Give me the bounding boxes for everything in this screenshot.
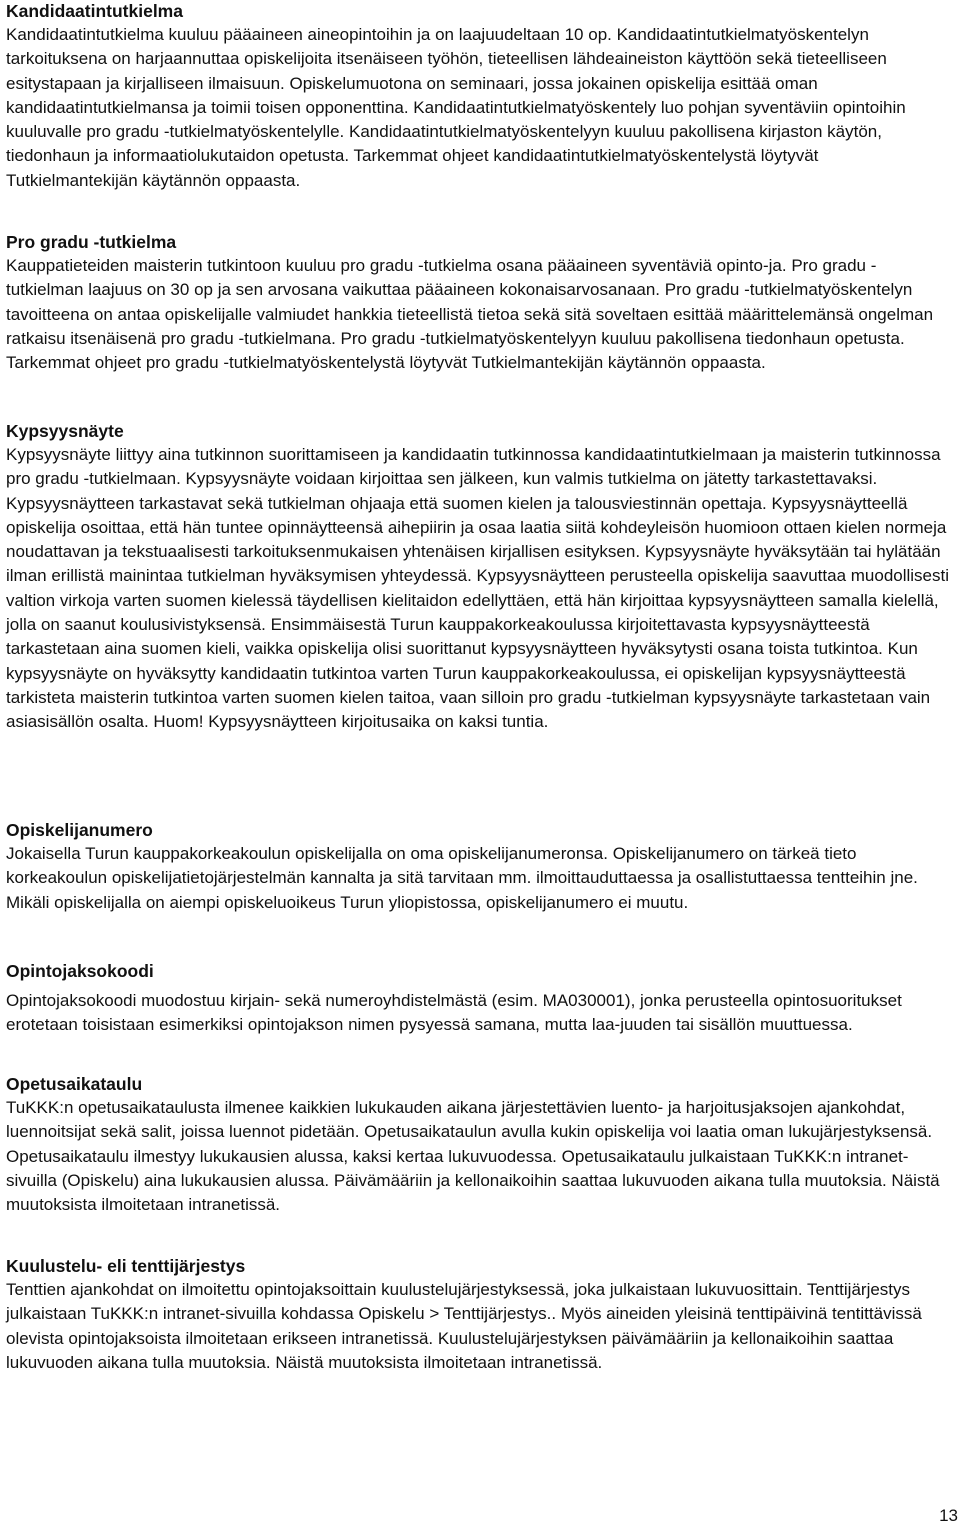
section-body: Jokaisella Turun kauppakorkeakoulun opiskelijalla on oma opiskelijanumeronsa. Opiskelijanumero on tärkeä tieto korkeakoulun opiskelijatietojärjestelmän kannalta ja sitä tarvitaan mm. ilmoittauduttaessa ja osallistuttaessa tentteihin jne. Mikäli opiskelijalla on aiempi opiskeluoikeus Turun yliopistossa, opiskelijanumero ei muutu. xyxy=(6,844,918,912)
section-body: Opintojaksokoodi muodostuu kirjain- sekä numeroyhdistelmästä (esim. MA030001), jonka perusteella opintosuoritukset erotetaan toisistaan esimerkiksi opintojakson nimen pysyessä samana, mutta laa-juuden tai sisällön muuttuessa. xyxy=(6,991,902,1035)
section-pro-gradu xyxy=(6,231,946,375)
section-body: TuKKK:n opetusaikataulusta ilmenee kaikkien lukukauden aikana järjestettävien luento- ja harjoitusjaksojen ajankohdat, luennoitsijat sekä salit, joissa luennot pidetään. Opetusaikataulun avulla kukin opiskelija voi laatia oman lukujärjestyksensä. Opetusaikataulu ilmestyy lukukausien alussa, kaksi kertaa lukuvuodessa. Opetusaikataulu julkaistaan TuKKK:n intranet-sivuilla (Opiskelu) aina lukukausien alussa. Päivämääriin ja kellonaikoihin saattaa lukuvuoden aikana tulla muutoksia. Näistä muutoksista ilmoitetaan intranetissä. xyxy=(6,1098,940,1215)
section-heading: Opetusaikataulu xyxy=(6,1074,143,1094)
section-heading: Kuulustelu- eli tenttijärjestys xyxy=(6,1256,246,1276)
section-tenttijarjestys xyxy=(6,1255,954,1375)
section-heading: Opiskelijanumero xyxy=(6,820,153,840)
section-body: Kypsyysnäyte liittyy aina tutkinnon suorittamiseen ja kandidaatin tutkinnossa kandidaatintutkielmaan ja maisterin tutkinnossa pro gradu -tutkielmaan. Kypsyysnäyte voidaan kirjoittaa sen jälkeen, kun valmis tutkielma on jätetty tarkastettavaksi. Kypsyysnäytteen tarkastavat sekä tutkielman ohjaaja että suomen kielen ja talousviestinnän opettaja. Kypsyysnäytteellä opiskelija osoittaa, että hän tuntee opinnäytteensä aihepiirin ja osaa laatia siitä kohdeyleisön huomioon ottaen kielen normeja noudattavan ja tekstuaalisesti tarkoituksenmukaisen yhtenäisen kirjallisen esityksen. Kypsyysnäyte hyväksytään tai hylätään ilman erillistä mainintaa tutkielman hyväksymisen yhteydessä. Kypsyysnäytteen perusteella opiskelija saavuttaa muodollisesti valtion virkoja varten suomen kielessä täydellisen kielitaidon edellyttäen, että hän kirjoittaa kypsyysnäytteen samalla kielellä, jolla on saanut koulusivistyksensä. Ensimmäisestä Turun kauppakorkeakoulussa kirjoitettavasta kypsyysnäytteestä tarkastetaan aina suomen kieli, vaikka opiskelija olisi suorittanut kypsyysnäytteen hyväksytysti osana toista tutkintoa. Kun kypsyysnäyte on hyväksytty kandidaatin tutkintoa varten Turun kauppakorkeakoulussa, ei opiskelijan kypsyysnäytteestä tarkisteta maisterin tutkintoa varten suomen kielen taitoa, vaan silloin pro gradu -tutkielman kypsyysnäyte tarkastetaan vain asiasisällön osalta. Huom! Kypsyysnäytteen kirjoitusaika on kaksi tuntia. xyxy=(6,445,950,732)
section-opetusaikataulu xyxy=(6,1073,952,1217)
section-heading: Opintojaksokoodi xyxy=(6,961,154,981)
page-number: 13 xyxy=(939,1506,958,1525)
section-heading: Kypsyysnäyte xyxy=(6,421,124,441)
section-body: Kauppatieteiden maisterin tutkintoon kuuluu pro gradu -tutkielma osana pääaineen syventäviä opinto-ja. Pro gradu -tutkielman laajuus on 30 op ja sen arvosana vaikuttaa pääaineen kokonaisarvosanaan. Pro gradu -tutkielmatyöskentelyn tavoitteena on antaa opiskelijalle valmiudet hankkia tieteellistä tietoa sekä sitä soveltaen esittää määrittelemänsä ongelman ratkaisu itsenäisenä pro gradu -tutkielmana. Pro gradu -tutkielmatyöskentelyyn kuuluu pakollisena tiedonhaun opetusta. Tarkemmat ohjeet pro gradu -tutkielmatyöskentelystä löytyvät Tutkielmantekijän käytännön oppaasta. xyxy=(6,256,934,373)
section-heading: Pro gradu -tutkielma xyxy=(6,232,177,252)
section-kandidaatintutkielma xyxy=(6,0,952,193)
section-body: Tenttien ajankohdat on ilmoitettu opintojaksoittain kuulustelujärjestyksessä, joka julkaistaan lukuvuosittain. Tenttijärjestys julkaistaan TuKKK:n intranet-sivuilla kohdassa Opiskelu > Tenttijärjestys.. Myös aineiden yleisinä tenttipäivinä tentittävissä olevista opintojaksoista ilmoitetaan erikseen intranetissä. Kuulustelujärjestyksen päivämääriin ja kellonaikoihin saattaa lukuvuoden aikana tulla muutoksia. Näistä muutoksista ilmoitetaan intranetissä. xyxy=(6,1280,922,1372)
section-body: Kandidaatintutkielma kuuluu pääaineen aineopintoihin ja on laajuudeltaan 10 op. Kandidaatintutkielmatyöskentelyn tarkoituksena on harjaannuttaa opiskelijoita itsenäiseen työhön, tieteellisen lähdeaineiston käyttöön sekä tieteelliseen esitystapaan ja kirjalliseen ilmaisuun. Opiskelumuotona on seminaari, jossa jokainen opiskelija esittää oman kandidaatintutkielmansa ja toimii toisen opponenttina. Kandidaatintutkielmatyöskentely luo pohjan syventäviin opintoihin kuuluvalle pro gradu -tutkielmatyöskentelylle. Kandidaatintutkielmatyöskentelyyn kuuluu pakollisena kirjaston käytön, tiedonhaun ja informaatiolukutaidon opetusta. Tarkemmat ohjeet kandidaatintutkielmatyöskentelystä löytyvät Tutkielmantekijän käytännön oppaasta. xyxy=(6,25,906,190)
section-opiskelijanumero xyxy=(6,819,952,915)
section-kypsyysnayte xyxy=(6,420,954,735)
section-heading: Kandidaatintutkielma xyxy=(6,1,183,21)
section-opintojaksokoodi xyxy=(6,960,946,1038)
